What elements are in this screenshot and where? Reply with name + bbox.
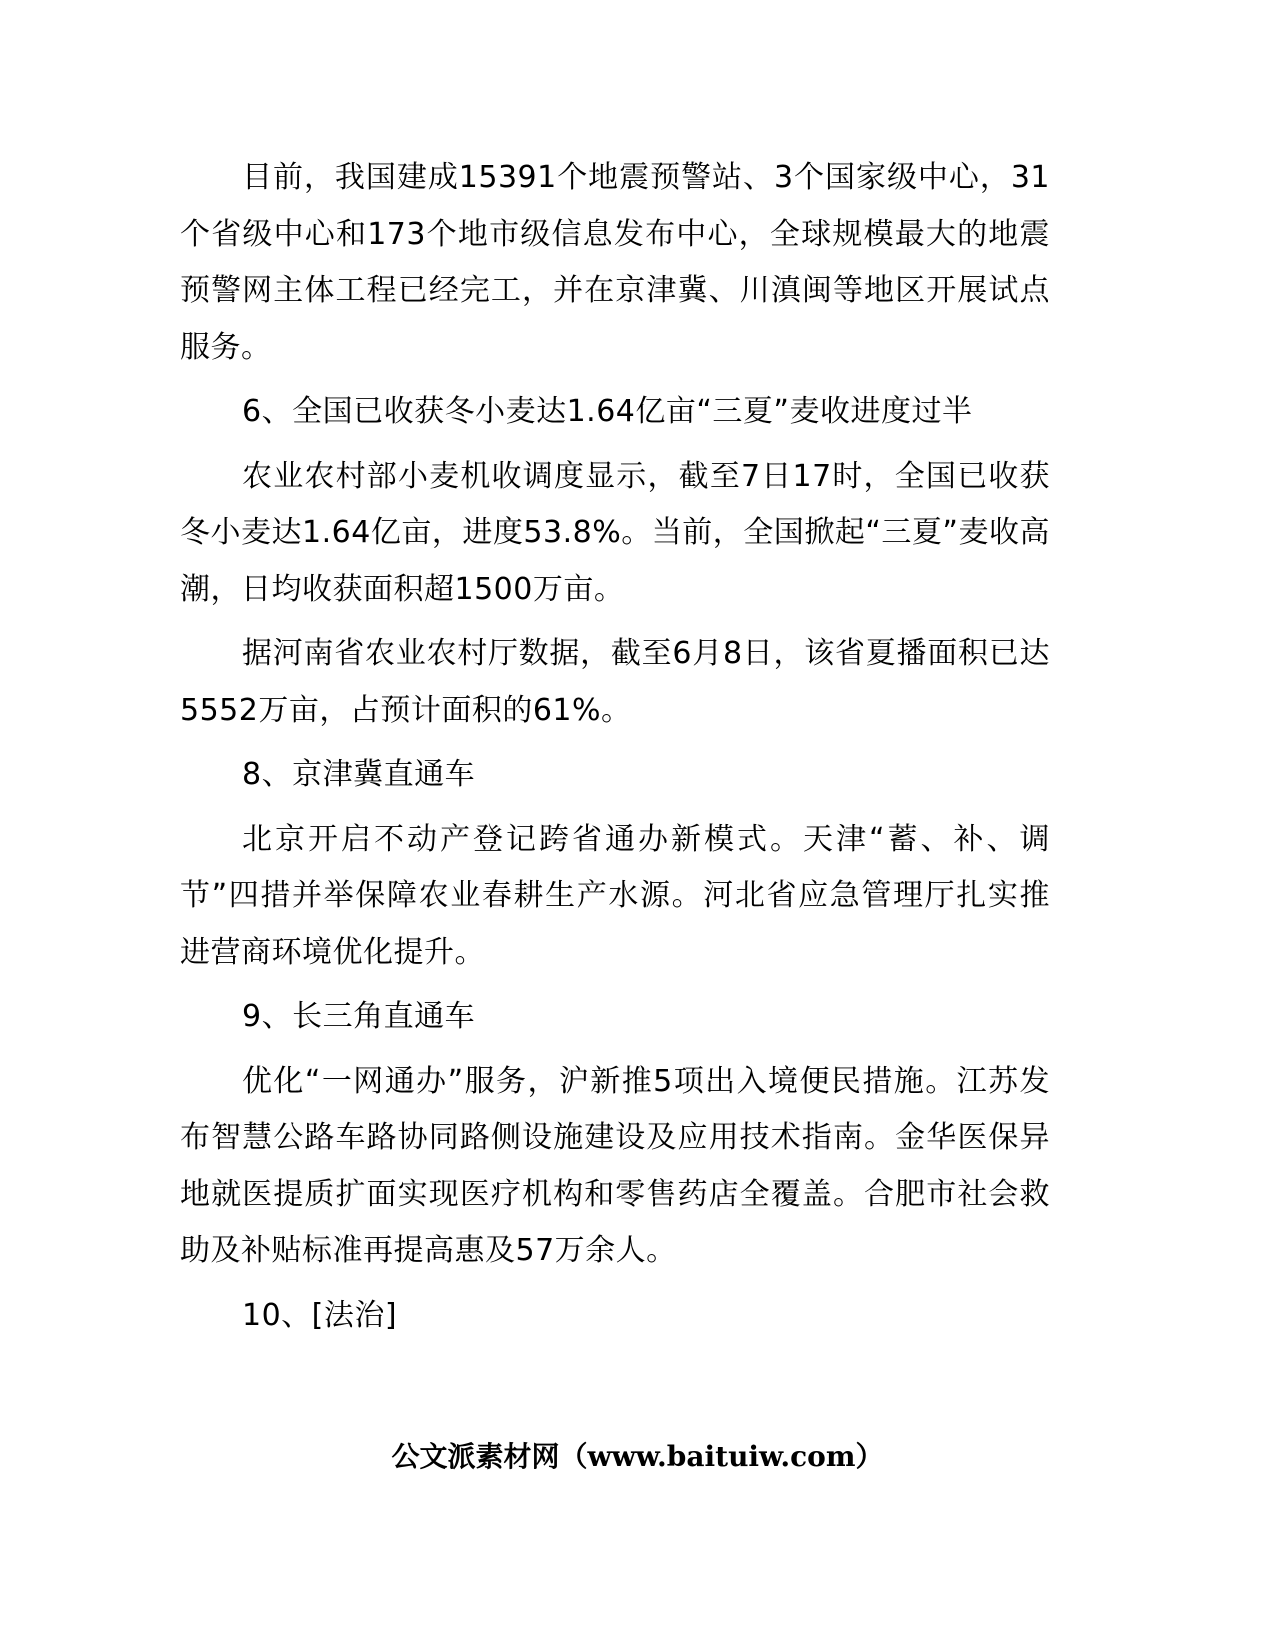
heading-wheat-harvest: 6、全国已收获冬小麦达1.64亿亩“三夏”麦收进度过半 — [242, 394, 973, 429]
paragraph-earthquake-warning: 目前，我国建成15391个地震预警站、3个国家级中心，31个省级中心和173个地市级信息发布中心，全球规模最大的地震预警网主体工程已经完工，并在京津冀、川滇闽等地区开展试点服务。 — [180, 160, 1050, 365]
paragraph-yangtze-delta: 优化“一网通办”服务，沪新推5项出入境便民措施。江苏发布智慧公路车路协同路侧设施建设及应用技术指南。金华医保异地就医提质扩面实现医疗机构和零售药店全覆盖。合肥市社会救助及补贴标准再提高惠及57万余人。 — [180, 1063, 1050, 1268]
footer-watermark-text: 公文派素材网（www.baituiw.com） — [391, 1440, 884, 1473]
document-body — [180, 150, 1050, 1352]
paragraph-henan-sowing: 据河南省农业农村厅数据，截至6月8日，该省夏播面积已达5552万亩，占预计面积的61%。 — [180, 636, 1050, 728]
paragraph-wheat-progress: 农业农村部小麦机收调度显示，截至7日17时，全国已收获冬小麦达1.64亿亩，进度53.8%。当前，全国掀起“三夏”麦收高潮，日均收获面积超1500万亩。 — [180, 458, 1050, 607]
heading-rule-of-law: 10、[法治] — [242, 1297, 398, 1333]
heading-jingjinji: 8、京津冀直通车 — [242, 757, 476, 792]
heading-yangtze-delta: 9、长三角直通车 — [242, 999, 476, 1034]
paragraph-jingjinji: 北京开启不动产登记跨省通办新模式。天津“蓄、补、调节”四措并举保障农业春耕生产水源。河北省应急管理厅扎实推进营商环境优化提升。 — [180, 821, 1050, 970]
